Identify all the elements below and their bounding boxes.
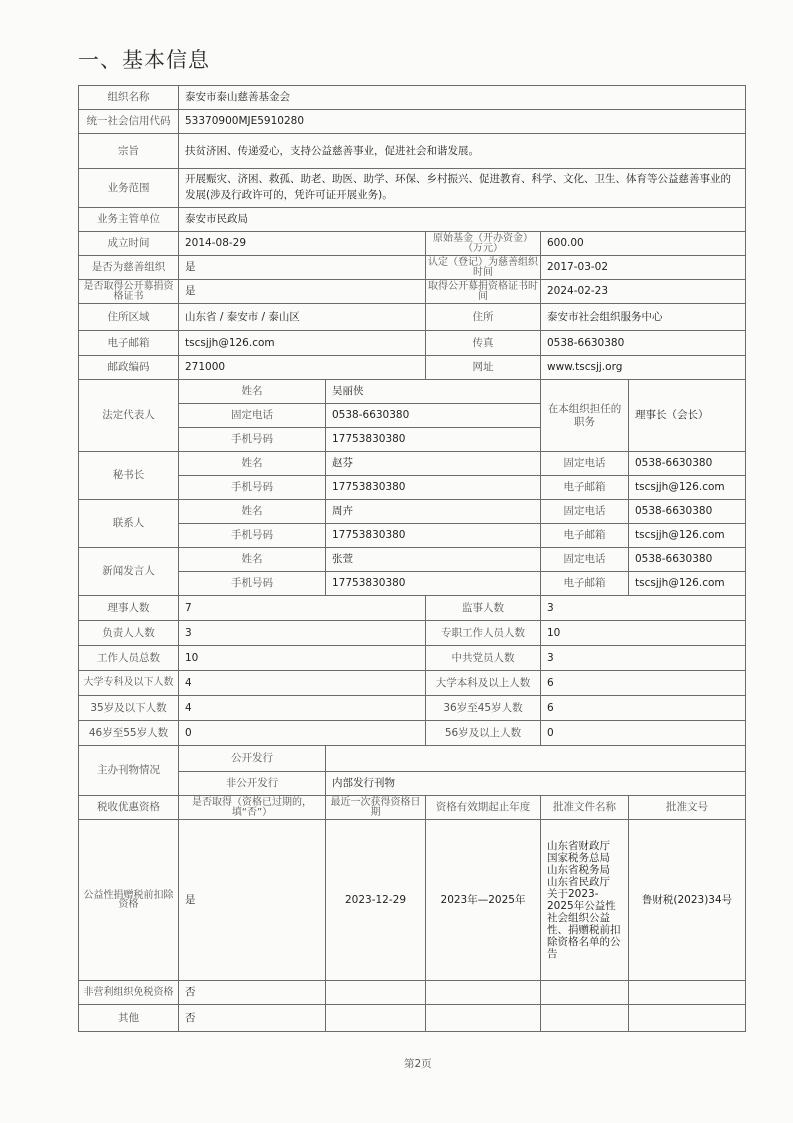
tax-row <box>79 820 746 981</box>
secretary-phone-label: 固定电话 <box>541 452 629 476</box>
tax-header-period: 资格有效期起止年度 <box>426 796 541 820</box>
tax-row-label: 其他 <box>79 1005 179 1032</box>
stats-row <box>79 696 746 721</box>
fundraising-date-label: 取得公开募捐资格证书时间 <box>426 280 541 304</box>
stat-value: 4 <box>179 671 426 696</box>
row-fundraising <box>79 280 746 304</box>
postcode-label: 邮政编码 <box>79 356 179 380</box>
row-purpose <box>79 134 746 169</box>
tax-doc-no <box>629 981 746 1005</box>
stat-label: 46岁至55岁人数 <box>79 721 179 746</box>
spokesperson-row-2 <box>79 572 746 596</box>
stat-value: 6 <box>541 671 746 696</box>
stat-label: 36岁至45岁人数 <box>426 696 541 721</box>
website-value: www.tscsjj.org <box>541 356 746 380</box>
spokesperson-mobile-label: 手机号码 <box>179 572 326 596</box>
tax-period <box>426 981 541 1005</box>
is-charity-label: 是否为慈善组织 <box>79 256 179 280</box>
legal-rep-position-label: 在本组织担任的职务 <box>541 380 629 452</box>
contact-email: tscsjjh@126.com <box>629 524 746 548</box>
public-pub-value <box>326 746 746 772</box>
contact-mobile: 17753830380 <box>326 524 541 548</box>
row-region <box>79 304 746 331</box>
tax-label: 税收优惠资格 <box>79 796 179 820</box>
scope-label: 业务范围 <box>79 169 179 208</box>
row-postcode <box>79 356 746 380</box>
publications-row-2 <box>79 772 746 796</box>
stat-value: 0 <box>179 721 426 746</box>
secretary-phone: 0538-6630380 <box>629 452 746 476</box>
stat-label: 35岁及以下人数 <box>79 696 179 721</box>
tax-doc-no: 鲁财税(2023)34号 <box>629 820 746 981</box>
email-label: 电子邮箱 <box>79 331 179 356</box>
founded-value: 2014-08-29 <box>179 232 426 256</box>
contact-name-label: 姓名 <box>179 500 326 524</box>
spokesperson-phone: 0538-6630380 <box>629 548 746 572</box>
contact-mobile-label: 手机号码 <box>179 524 326 548</box>
legal-rep-mobile-label: 手机号码 <box>179 428 326 452</box>
stat-label: 监事人数 <box>426 596 541 621</box>
stat-value: 3 <box>179 621 426 646</box>
org-name-value: 泰安市泰山慈善基金会 <box>179 86 746 110</box>
stat-value: 3 <box>541 646 746 671</box>
publications-row-1 <box>79 746 746 772</box>
stat-label: 专职工作人员人数 <box>426 621 541 646</box>
row-credit-code <box>79 110 746 134</box>
legal-rep-row-1 <box>79 380 746 404</box>
public-pub-label: 公开发行 <box>179 746 326 772</box>
charity-date-value: 2017-03-02 <box>541 256 746 280</box>
public-fundraising-label: 是否取得公开募捐资格证书 <box>79 280 179 304</box>
stat-value: 6 <box>541 696 746 721</box>
tax-header-doc-name: 批准文件名称 <box>541 796 629 820</box>
row-authority <box>79 208 746 232</box>
fundraising-date-value: 2024-02-23 <box>541 280 746 304</box>
secretary-name: 赵芬 <box>326 452 541 476</box>
publications-label: 主办刊物情况 <box>79 746 179 796</box>
tax-obtained: 是 <box>179 820 326 981</box>
spokesperson-name: 张萱 <box>326 548 541 572</box>
tax-header-obtained: 是否取得（资格已过期的，填“否”） <box>179 796 326 820</box>
tax-row-label: 公益性捐赠税前扣除资格 <box>79 820 179 981</box>
secretary-name-label: 姓名 <box>179 452 326 476</box>
stat-value: 10 <box>541 621 746 646</box>
secretary-label: 秘书长 <box>79 452 179 500</box>
tax-row-label: 非营利组织免税资格 <box>79 981 179 1005</box>
stat-label: 大学专科及以下人数 <box>79 671 179 696</box>
row-founded <box>79 232 746 256</box>
stats-row <box>79 621 746 646</box>
stat-label: 56岁及以上人数 <box>426 721 541 746</box>
website-label: 网址 <box>426 356 541 380</box>
tax-header-date: 最近一次获得资格日期 <box>326 796 426 820</box>
spokesperson-name-label: 姓名 <box>179 548 326 572</box>
stat-value: 7 <box>179 596 426 621</box>
tax-header-row <box>79 796 746 820</box>
email-value: tscsjjh@126.com <box>179 331 426 356</box>
authority-value: 泰安市民政局 <box>179 208 746 232</box>
charity-date-label: 认定（登记）为慈善组织时间 <box>426 256 541 280</box>
legal-rep-name: 吴丽侠 <box>326 380 541 404</box>
tax-date <box>326 1005 426 1032</box>
tax-obtained: 否 <box>179 981 326 1005</box>
authority-label: 业务主管单位 <box>79 208 179 232</box>
tax-row <box>79 981 746 1005</box>
postcode-value: 271000 <box>179 356 426 380</box>
basic-info-table <box>78 85 746 1032</box>
stats-row <box>79 646 746 671</box>
internal-pub-label: 非公开发行 <box>179 772 326 796</box>
tax-doc-name <box>541 981 629 1005</box>
stat-label: 大学本科及以上人数 <box>426 671 541 696</box>
stat-value: 0 <box>541 721 746 746</box>
stats-row <box>79 596 746 621</box>
spokesperson-email-label: 电子邮箱 <box>541 572 629 596</box>
tax-row <box>79 1005 746 1032</box>
stat-value: 4 <box>179 696 426 721</box>
spokesperson-mobile: 17753830380 <box>326 572 541 596</box>
section-title: 一、基本信息 <box>78 48 210 72</box>
secretary-row-2 <box>79 476 746 500</box>
stat-label: 理事人数 <box>79 596 179 621</box>
contact-row-1 <box>79 500 746 524</box>
secretary-row-1 <box>79 452 746 476</box>
stat-label: 负责人人数 <box>79 621 179 646</box>
legal-rep-name-label: 姓名 <box>179 380 326 404</box>
public-fundraising-value: 是 <box>179 280 426 304</box>
is-charity-value: 是 <box>179 256 426 280</box>
stat-value: 3 <box>541 596 746 621</box>
tax-date: 2023-12-29 <box>326 820 426 981</box>
page-number: 第2页 <box>404 1058 432 1070</box>
address-label: 住所 <box>426 304 541 331</box>
stat-label: 中共党员人数 <box>426 646 541 671</box>
spokesperson-row-1 <box>79 548 746 572</box>
address-value: 泰安市社会组织服务中心 <box>541 304 746 331</box>
row-scope <box>79 169 746 208</box>
fax-value: 0538-6630380 <box>541 331 746 356</box>
spokesperson-email: tscsjjh@126.com <box>629 572 746 596</box>
tax-date <box>326 981 426 1005</box>
legal-rep-mobile: 17753830380 <box>326 428 541 452</box>
legal-rep-position: 理事长（会长） <box>629 380 746 452</box>
row-charity <box>79 256 746 280</box>
stat-value: 10 <box>179 646 426 671</box>
tax-doc-name: 山东省财政厅 国家税务总局 山东省税务局 山东省民政厅 关于2023-2025年公益性社会组织公益性、捐赠税前扣除资格名单的公告 <box>541 820 629 981</box>
secretary-email-label: 电子邮箱 <box>541 476 629 500</box>
stats-row <box>79 671 746 696</box>
spokesperson-label: 新闻发言人 <box>79 548 179 596</box>
secretary-email: tscsjjh@126.com <box>629 476 746 500</box>
internal-pub-value: 内部发行刊物 <box>326 772 746 796</box>
tax-period <box>426 1005 541 1032</box>
legal-rep-phone-label: 固定电话 <box>179 404 326 428</box>
legal-rep-phone: 0538-6630380 <box>326 404 541 428</box>
contact-phone-label: 固定电话 <box>541 500 629 524</box>
row-email <box>79 331 746 356</box>
contact-name: 周卉 <box>326 500 541 524</box>
contact-email-label: 电子邮箱 <box>541 524 629 548</box>
contact-label: 联系人 <box>79 500 179 548</box>
secretary-mobile: 17753830380 <box>326 476 541 500</box>
founded-label: 成立时间 <box>79 232 179 256</box>
region-label: 住所区域 <box>79 304 179 331</box>
tax-obtained: 否 <box>179 1005 326 1032</box>
purpose-value: 扶贫济困、传递爱心，支持公益慈善事业，促进社会和谐发展。 <box>179 134 746 169</box>
stat-label: 工作人员总数 <box>79 646 179 671</box>
contact-phone: 0538-6630380 <box>629 500 746 524</box>
scope-value: 开展赈灾、济困、救孤、助老、助医、助学、环保、乡村振兴、促进教育、科学、文化、卫生、体育等公益慈善事业的发展(涉及行政许可的，凭许可证开展业务)。 <box>179 169 746 208</box>
fax-label: 传真 <box>426 331 541 356</box>
tax-header-doc-no: 批准文号 <box>629 796 746 820</box>
stats-row <box>79 721 746 746</box>
region-value: 山东省 / 泰安市 / 泰山区 <box>179 304 426 331</box>
tax-doc-name <box>541 1005 629 1032</box>
contact-row-2 <box>79 524 746 548</box>
tax-doc-no <box>629 1005 746 1032</box>
initial-fund-value: 600.00 <box>541 232 746 256</box>
legal-rep-label: 法定代表人 <box>79 380 179 452</box>
org-name-label: 组织名称 <box>79 86 179 110</box>
tax-period: 2023年—2025年 <box>426 820 541 981</box>
purpose-label: 宗旨 <box>79 134 179 169</box>
credit-code-value: 53370900MJE5910280 <box>179 110 746 134</box>
spokesperson-phone-label: 固定电话 <box>541 548 629 572</box>
row-org-name <box>79 86 746 110</box>
credit-code-label: 统一社会信用代码 <box>79 110 179 134</box>
initial-fund-label: 原始基金（开办资金）（万元） <box>426 232 541 256</box>
secretary-mobile-label: 手机号码 <box>179 476 326 500</box>
